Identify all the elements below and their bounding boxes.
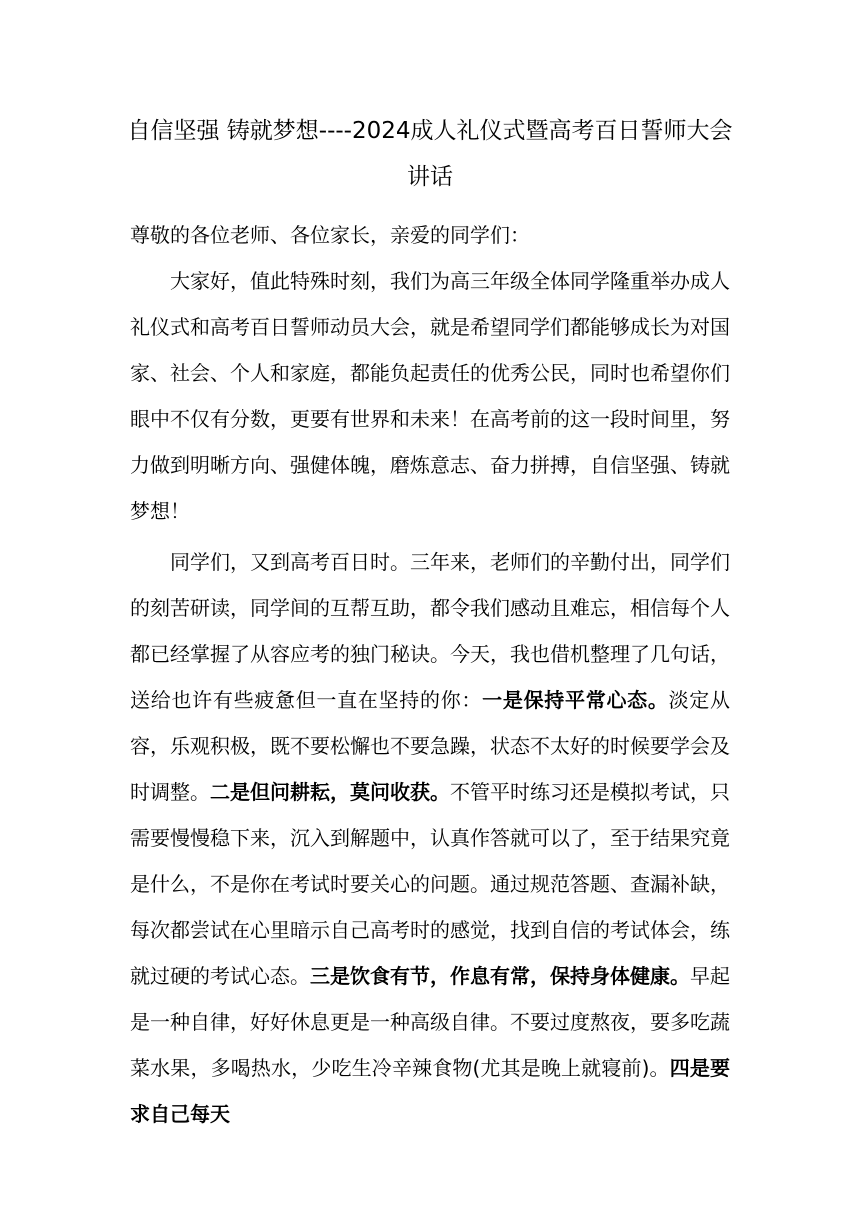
document-title: 自信坚强 铸就梦想----2024成人礼仪式暨高考百日誓师大会讲话 bbox=[127, 118, 733, 190]
point-2-heading: 二是但问耕耘，莫问收获。 bbox=[210, 780, 450, 804]
point-3-heading: 三是饮食有节，作息有常，保持身体健康。 bbox=[310, 964, 690, 988]
point-3-text: 早起是一种自律，好好休息更是一种高级自律。不要过度熬夜，要多吃蔬菜水果，多喝热水，少吃生冷辛辣食物(尤其是晚上就寝前)。 bbox=[130, 964, 730, 1080]
point-1-text: 淡定从容，乐观积极，既不要松懈也不要急躁，状态不太好的时候要学会及时调整。 bbox=[130, 688, 731, 804]
paragraph-advice bbox=[130, 539, 730, 1137]
advice-intro: 同学们，又到高考百日时。三年来，老师们的辛勤付出，同学们的刻苦研读，同学间的互帮互助，都令我们感动且难忘，相信每个人都已经掌握了从容应考的独门秘诀。今天，我也借机整理了几句话，送给也许有些疲惫但一直在坚持的你： bbox=[130, 550, 730, 712]
point-1-heading: 一是保持平常心态。 bbox=[482, 688, 669, 712]
salutation: 尊敬的各位老师、各位家长，亲爱的同学们： bbox=[130, 223, 530, 247]
paragraph-greeting: 大家好，值此特殊时刻，我们为高三年级全体同学隆重举办成人礼仪式和高考百日誓师动员大会，就是希望同学们都能够成长为对国家、社会、个人和家庭，都能负起责任的优秀公民，同时也希望你们眼中不仅有分数，更要有世界和未来！在高考前的这一段时间里，努力做到明晰方向、强健体魄，磨炼意志、奋力拼搏，自信坚强、铸就梦想！ bbox=[130, 269, 730, 523]
document-body bbox=[130, 212, 730, 1137]
point-2-text: 不管平时练习还是模拟考试，只需要慢慢稳下来，沉入到解题中，认真作答就可以了，至于结果究竟是什么，不是你在考试时要关心的问题。通过规范答题、查漏补缺，每次都尝试在心里暗示自己高考时的感觉，找到自信的考试体会，练就过硬的考试心态。 bbox=[130, 780, 730, 988]
point-4-heading: 四是要求自己每天 bbox=[130, 1056, 730, 1126]
